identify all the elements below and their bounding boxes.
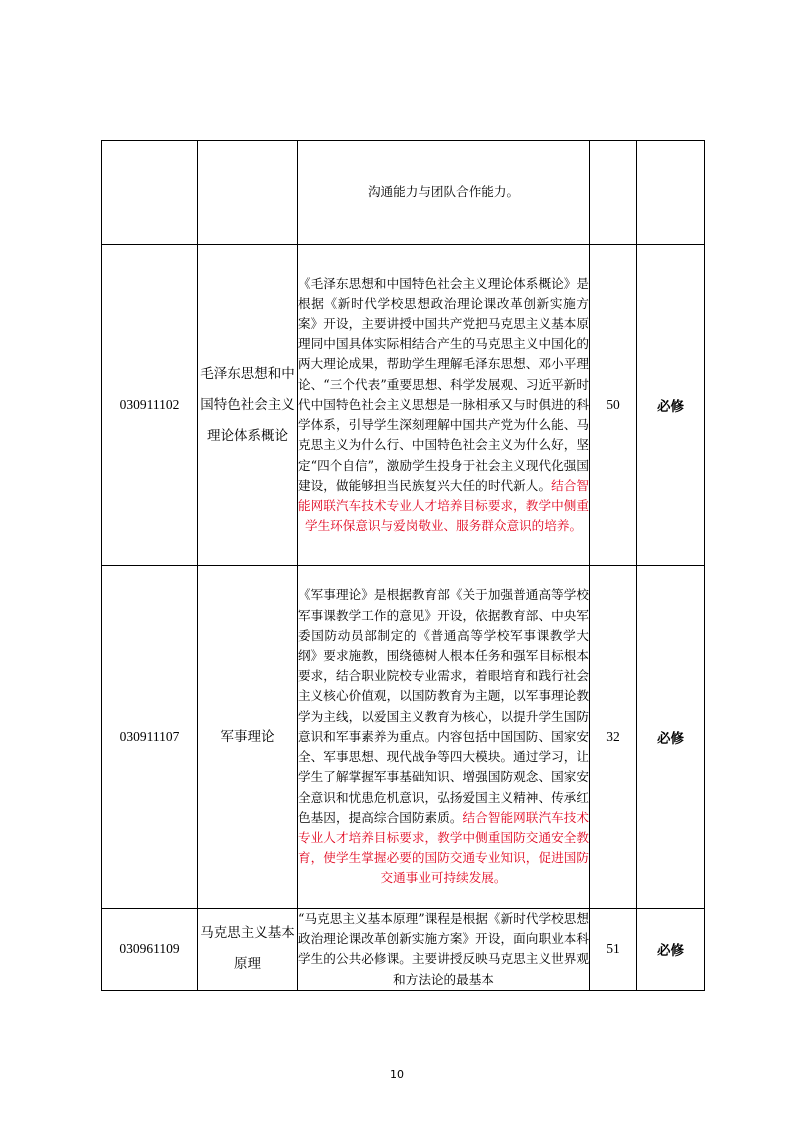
- course-hours: 51: [590, 909, 637, 991]
- course-description: [298, 245, 590, 566]
- table-row: [102, 141, 705, 245]
- description-highlight: 结合智能网联汽车技术专业人才培养目标要求，教学中侧重学生环保意识与爱岗敬业、服务群众意识的培养。: [298, 477, 590, 534]
- description-text: 《毛泽东思想和中国特色社会主义理论体系概论》是根据《新时代学校思想政治理论课改革创新实施方案》开设，主要讲授中国共产党把马克思主义基本原理同中国具体实际相结合产生的马克思主义中国化的两大理论成果，帮助学生理解毛泽东思想、邓小平理论、“三个代表”重要思想、科学发展观、习近平新时代中国特色社会主义思想是一脉相承又与时俱进的科学体系，引导学生深刻理解中国共产党为什么能、马克思主义为什么行、中国特色社会主义为什么好，坚定“四个自信”，激励学生投身于社会主义现代化强国建设，做能够担当民族复兴大任的时代新人。: [298, 275, 589, 493]
- course-table: [101, 140, 705, 991]
- course-hours: 50: [590, 245, 637, 566]
- description-text: 《军事理论》是根据教育部《关于加强普通高等学校军事课教学工作的意见》开设，依据教育部、中央军委国防动员部制定的《普通高等学校军事课教学大纲》要求施教，围绕德树人根本任务和强军目标根本要求，结合职业院校专业需求，着眼培育和践行社会主义核心价值观，以国防教育为主题，以军事理论教学为主线，以爱国主义教育为核心，以提升学生国防意识和军事素养为重点。内容包括中国国防、国家安全、军事思想、现代战争等四大模块。通过学习，让学生了解掌握军事基础知识、增强国防观念、国家安全意识和忧患危机意识，弘扬爱国主义精神、传承红色基因，提高综合国防素质。: [298, 587, 589, 825]
- course-hours: 32: [590, 566, 637, 909]
- course-name: 马克思主义基本原理: [198, 909, 298, 991]
- course-name: 毛泽东思想和中国特色社会主义理论体系概论: [198, 245, 298, 566]
- description-highlight: 结合智能网联汽车技术专业人才培养目标要求，教学中侧重国防交通安全教育，使学生掌握必要的国防交通专业知识，促进国防交通事业可持续发展。: [298, 809, 590, 886]
- table-row: [102, 566, 705, 909]
- description-text: 沟通能力与团队合作能力。: [367, 184, 520, 200]
- course-type: 必修: [637, 566, 705, 909]
- table-row: [102, 909, 705, 991]
- course-description: [298, 566, 590, 909]
- course-code: 030961109: [102, 909, 198, 991]
- course-name: 军事理论: [198, 566, 298, 909]
- table-row: [102, 245, 705, 566]
- course-type: [637, 141, 705, 245]
- course-type: 必修: [637, 245, 705, 566]
- course-code: 030911102: [102, 245, 198, 566]
- course-name: [198, 141, 298, 245]
- page-number: 10: [390, 1068, 404, 1081]
- description-text: “马克思主义基本原理”课程是根据《新时代学校思想政治理论课改革创新实施方案》开设，面向职业本科学生的公共必修课。主要讲授反映马克思主义世界观和方法论的最基本: [298, 911, 589, 987]
- course-code: 030911107: [102, 566, 198, 909]
- course-description: [298, 141, 590, 245]
- course-hours: [590, 141, 637, 245]
- course-type: 必修: [637, 909, 705, 991]
- course-code: [102, 141, 198, 245]
- course-description: [298, 909, 590, 991]
